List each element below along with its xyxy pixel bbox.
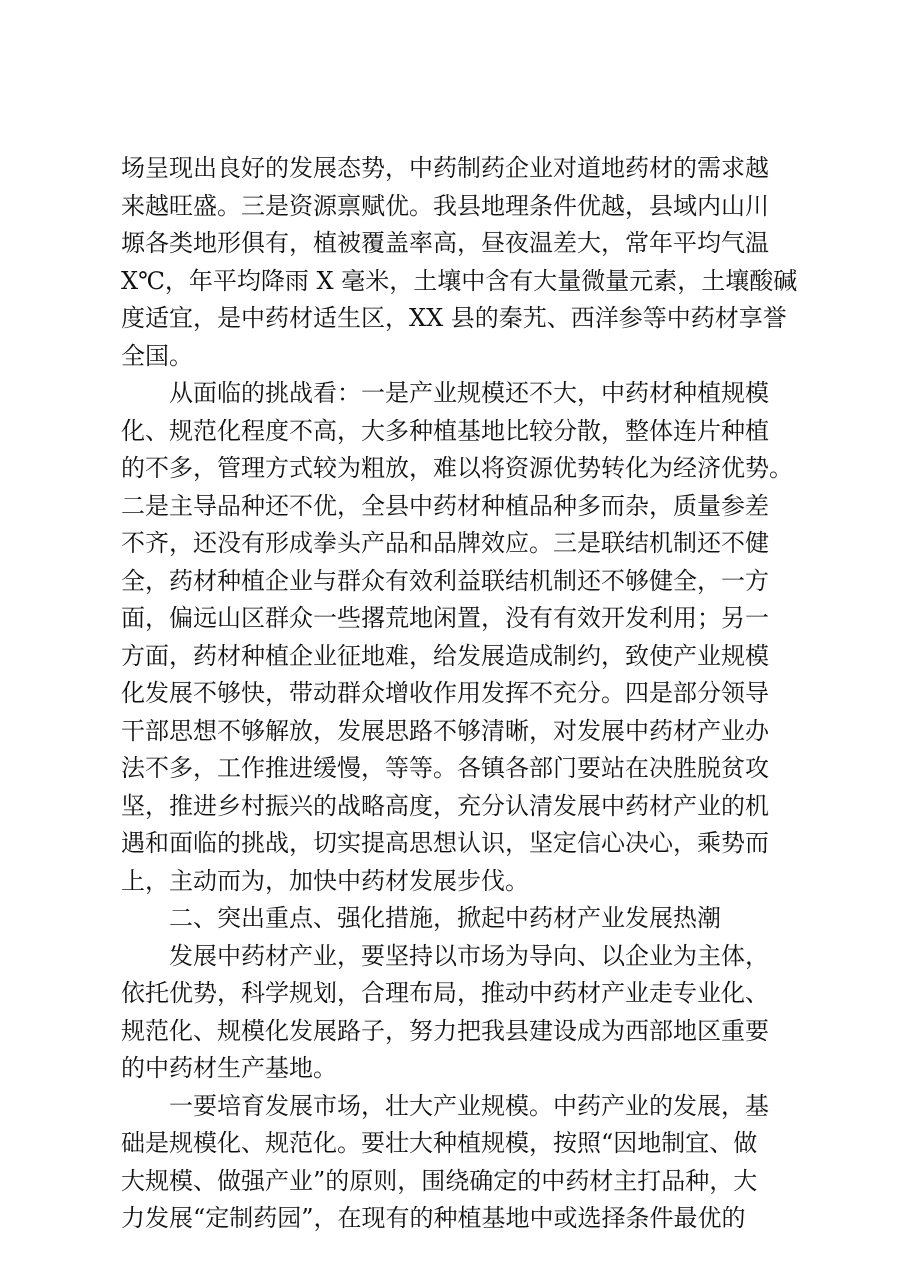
text-line: 干部思想不够解放，发展思路不够清晰，对发展中药材产业办 [121,716,769,745]
text-line: 坚，推进乡村振兴的战略高度，充分认清发展中药材产业的机 [121,791,769,820]
text-line: 力发展“定制药园”，在现有的种植基地中或选择条件最优的 [121,1204,746,1232]
text-line: 全国。 [121,341,193,370]
text-line: 础是规模化、规范化。要壮大种植规模，按照“因地制宜、做 [121,1129,758,1157]
text-line: 规范化、规模化发展路子，努力把我县建设成为西部地区重要 [121,1016,769,1045]
text-line: 的中药材生产基地。 [121,1054,337,1082]
text-line: 化发展不够快，带动群众增收作用发挥不充分。四是部分领导 [121,679,769,707]
text-line: 从面临的挑战看：一是产业规模还不大，中药材种植规模 [169,379,769,407]
text-line: 大规模、做强产业”的原则，围绕确定的中药材主打品种，大 [121,1166,758,1195]
text-line: 全，药材种植企业与群众有效利益联结机制还不够健全，一方 [121,566,769,595]
text-line: 场呈现出良好的发展态势，中药制药企业对道地药材的需求越 [121,154,769,182]
text-line: 不齐，还没有形成拳头产品和品牌效应。三是联结机制还不健 [121,529,769,557]
text-line: 度适宜，是中药材适生区，XX 县的秦艽、西洋参等中药材享誉 [121,304,787,332]
text-line: 依托优势，科学规划，合理布局，推动中药材产业走专业化、 [121,979,769,1007]
text-line: 一要培育发展市场，壮大产业规模。中药产业的发展，基 [169,1091,769,1120]
text-line: 的不多，管理方式较为粗放，难以将资源优势转化为经济优势。 [121,454,793,482]
text-line: 遇和面临的挑战，切实提高思想认识，坚定信心决心，乘势而 [121,829,769,857]
text-line: 二、突出重点、强化措施，掀起中药材产业发展热潮 [169,904,721,932]
text-line: 化、规范化程度不高，大多种植基地比较分散，整体连片种植 [121,416,769,445]
text-line: 发展中药材产业，要坚持以市场为导向、以企业为主体， [169,941,769,970]
document-body [121,150,801,1238]
text-line: 法不多，工作推进缓慢，等等。各镇各部门要站在决胜脱贫攻 [121,754,769,782]
text-line: 方面，药材种植企业征地难，给发展造成制约，致使产业规模 [121,641,769,670]
text-line: 塬各类地形俱有，植被覆盖率高，昼夜温差大，常年平均气温 [121,229,769,257]
text-line: 来越旺盛。三是资源禀赋优。我县地理条件优越，县域内山川 [121,191,769,220]
text-line: X℃，年平均降雨 X 毫米，土壤中含有大量微量元素，土壤酸碱 [121,266,798,295]
text-line: 面，偏远山区群众一些撂荒地闲置，没有有效开发利用；另一 [121,604,769,632]
text-line: 二是主导品种还不优，全县中药材种植品种多而杂，质量参差 [121,491,769,520]
text-line: 上，主动而为，加快中药材发展步伐。 [121,866,529,895]
